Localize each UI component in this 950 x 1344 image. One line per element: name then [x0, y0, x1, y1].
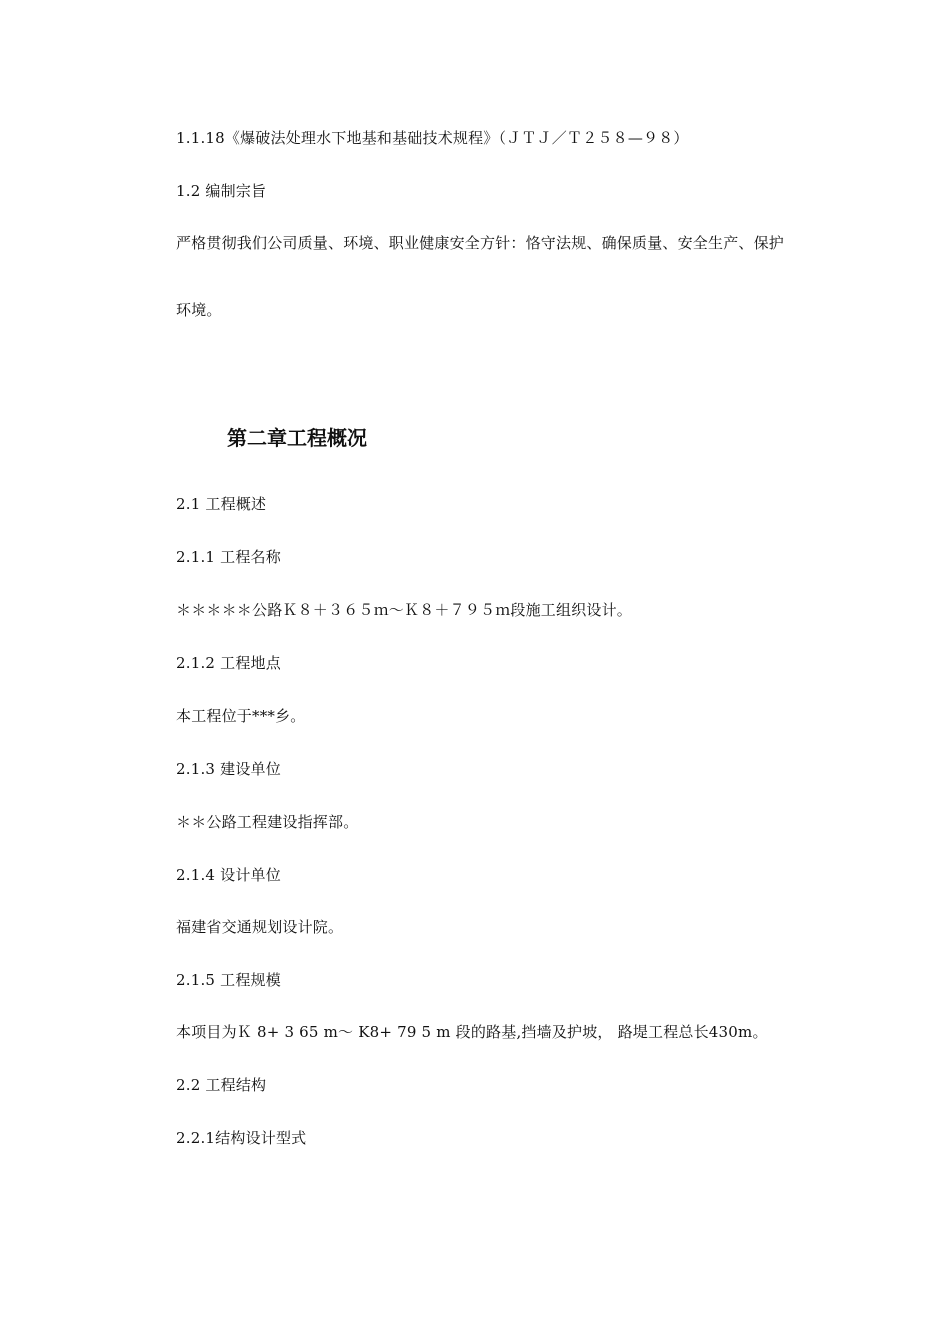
section-1-2-heading: 1.2 编制宗旨 [176, 182, 267, 200]
section-2-1-5-heading: 2.1.5 工程规模 [176, 971, 281, 989]
section-2-2-heading: 2.2 工程结构 [176, 1076, 267, 1094]
purpose-paragraph-line-2: 环境。 [176, 301, 222, 319]
section-2-1-1-heading: 2.1.1 工程名称 [176, 548, 281, 566]
section-2-1-2-heading: 2.1.2 工程地点 [176, 654, 281, 672]
project-scale-text: 本项目为Ｋ 8+ 3 65 m～ K8+ 79 5 m 段的路基,挡墙及护坡， 路堤工程总长430m。 [176, 1023, 768, 1041]
purpose-paragraph-line-1: 严格贯彻我们公司质量、环境、职业健康安全方针：恪守法规、确保质量、安全生产、保护 [176, 234, 785, 252]
design-unit-text: 福建省交通规划设计院。 [176, 918, 344, 936]
section-2-2-1-heading: 2.2.1结构设计型式 [176, 1129, 307, 1147]
section-2-1-3-heading: 2.1.3 建设单位 [176, 760, 281, 778]
spec-item-1-1-18: 1.1.18《爆破法处理水下地基和基础技术规程》（ＪＴＪ／Ｔ２５８—９８） [176, 129, 689, 147]
builder-unit-text: ＊＊公路工程建设指挥部。 [176, 813, 359, 831]
project-location-text: 本工程位于***乡。 [176, 707, 306, 725]
section-2-1-heading: 2.1 工程概述 [176, 495, 267, 513]
project-name-text: ＊＊＊＊＊公路Ｋ８＋３６５ｍ～Ｋ８＋７９５ｍ段施工组织设计。 [176, 601, 633, 619]
chapter-title: 第二章工程概况 [227, 426, 367, 450]
section-2-1-4-heading: 2.1.4 设计单位 [176, 866, 281, 884]
